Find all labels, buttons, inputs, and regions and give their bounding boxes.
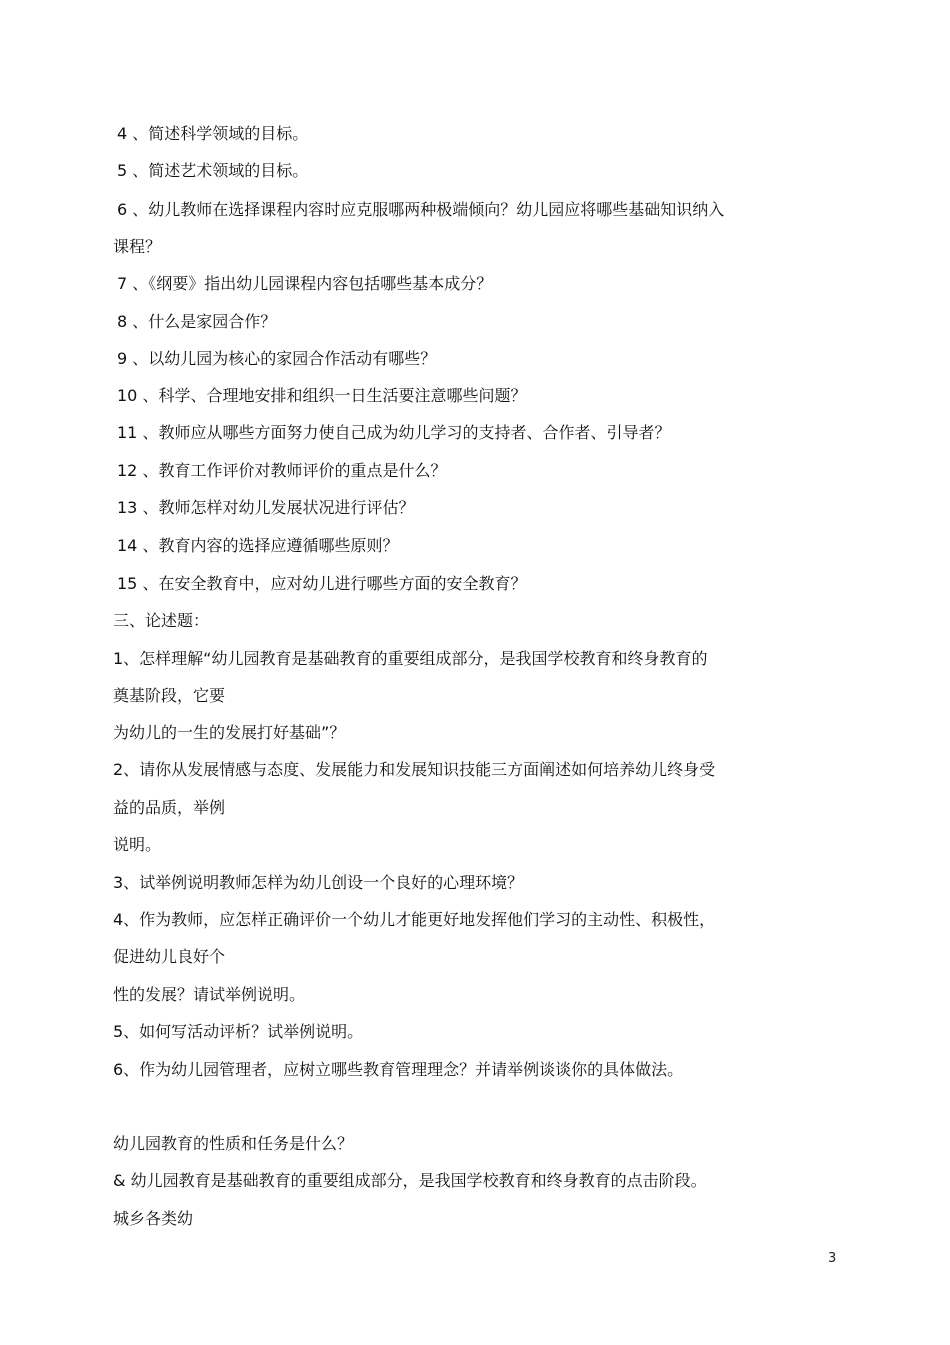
question-line: 11 、教师应从哪些方面努力使自己成为幼儿学习的支持者、合作者、引导者？ xyxy=(117,423,671,442)
essay-line: 6、作为幼儿园管理者，应树立哪些教育管理理念？并请举例谈谈你的具体做法。 xyxy=(113,1060,684,1079)
answer-line: & 幼儿园教育是基础教育的重要组成部分，是我国学校教育和终身教育的点击阶段。 xyxy=(113,1171,707,1190)
essay-line: 促进幼儿良好个 xyxy=(113,947,226,966)
essay-line: 1、怎样理解“幼儿园教育是基础教育的重要组成部分，是我国学校教育和终身教育的 xyxy=(113,649,708,668)
section-title: 三、论述题： xyxy=(113,611,210,630)
question-line: 15 、在安全教育中，应对幼儿进行哪些方面的安全教育？ xyxy=(117,574,527,593)
page-number: 3 xyxy=(828,1251,837,1266)
essay-line: 3、试举例说明教师怎样为幼儿创设一个良好的心理环境？ xyxy=(113,873,524,892)
essay-line: 2、请你从发展情感与态度、发展能力和发展知识技能三方面阐述如何培养幼儿终身受 xyxy=(113,760,716,779)
essay-line: 性的发展？请试举例说明。 xyxy=(113,985,306,1004)
essay-line: 为幼儿的一生的发展打好基础”？ xyxy=(113,723,346,742)
question-line: 10 、科学、合理地安排和组织一日生活要注意哪些问题？ xyxy=(117,386,527,405)
question-line: 8 、什么是家园合作？ xyxy=(117,312,277,331)
question-line: 14 、教育内容的选择应遵循哪些原则？ xyxy=(117,536,399,555)
question-line: 4 、简述科学领域的目标。 xyxy=(117,124,309,143)
question-line: 7 、《纲要》指出幼儿园课程内容包括哪些基本成分？ xyxy=(117,274,493,293)
question-line: 13 、教师怎样对幼儿发展状况进行评估？ xyxy=(117,498,415,517)
final-question: 幼儿园教育的性质和任务是什么？ xyxy=(113,1134,354,1153)
question-line: 9 、以幼儿园为核心的家园合作活动有哪些？ xyxy=(117,349,437,368)
answer-line: 城乡各类幼 xyxy=(113,1209,194,1228)
essay-line: 奠基阶段，它要 xyxy=(113,686,226,705)
question-line: 12 、教育工作评价对教师评价的重点是什么？ xyxy=(117,461,447,480)
question-line: 6 、幼儿教师在选择课程内容时应克服哪两种极端倾向？幼儿园应将哪些基础知识纳入 xyxy=(117,200,725,219)
essay-line: 4、作为教师，应怎样正确评价一个幼儿才能更好地发挥他们学习的主动性、积极性， xyxy=(113,910,716,929)
essay-line: 益的品质，举例 xyxy=(113,798,226,817)
question-line: 课程？ xyxy=(113,237,162,256)
essay-line: 说明。 xyxy=(113,835,162,854)
essay-line: 5、如何写活动评析？试举例说明。 xyxy=(113,1022,364,1041)
question-line: 5 、简述艺术领域的目标。 xyxy=(117,161,309,180)
